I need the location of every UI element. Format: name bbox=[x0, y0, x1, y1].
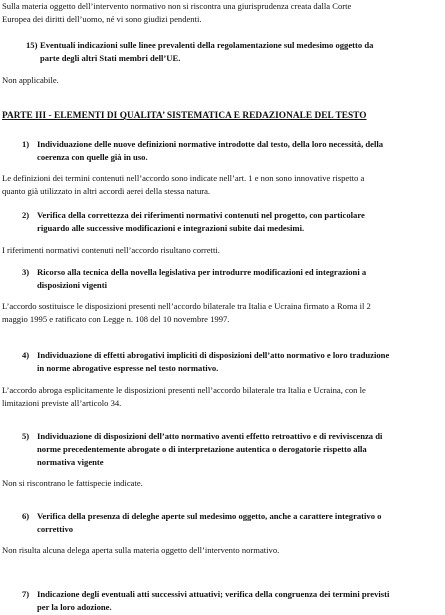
item-1-answer-line-2: quanto già utilizzato in altri accordi aerei della stessa natura. bbox=[2, 186, 211, 196]
item-4-question-line-2: in norme abrogative espresse nel testo normativo. bbox=[37, 363, 219, 373]
q15-question-line-1: Eventuali indicazioni sulle linee prevalenti della regolamentazione sul medesimo oggetto da bbox=[40, 40, 374, 50]
item-6-number: 6) bbox=[22, 511, 30, 521]
item-1-answer-line-1: Le definizioni dei termini contenuti nell’accordo sono indicate nell’art. 1 e non sono innovative rispetto a bbox=[2, 173, 365, 183]
item-1-number: 1) bbox=[22, 139, 30, 149]
item-3-question-line-2: disposizioni vigenti bbox=[37, 280, 107, 290]
item-2-question-line-2: riguardo alle successive modificazioni e integrazioni subite dai medesimi. bbox=[37, 223, 305, 233]
item-3-answer-line-2: maggio 1995 e ratificato con Legge n. 108 del 10 novembre 1997. bbox=[2, 314, 230, 324]
item-1-question-line-2: coerenza con quelle già in uso. bbox=[37, 152, 148, 162]
item-7-question-line-2: per la loro adozione. bbox=[37, 602, 112, 612]
item-2-question-line-1: Verifica della correttezza dei riferimenti normativi contenuti nel progetto, con particolare bbox=[37, 210, 365, 220]
item-4-question-line-1: Individuazione di effetti abrogativi impliciti di disposizioni dell’atto normativo e loro traduzione bbox=[37, 350, 390, 360]
item-5-question-line-3: normativa vigente bbox=[37, 457, 104, 467]
item-7-number: 7) bbox=[22, 589, 30, 599]
q15-answer: Non applicabile. bbox=[2, 75, 59, 85]
item-1-question-line-1: Individuazione delle nuove definizioni normative introdotte dal testo, della loro necessità, della bbox=[37, 139, 384, 149]
item-6-question-line-2: correttivo bbox=[37, 524, 74, 534]
item-2-answer: I riferimenti normativi contenuti nell’accordo risultano corretti. bbox=[2, 245, 220, 255]
item-7-question-line-1: Indicazione degli eventuali atti successivi attuativi; verifica della congruenza dei termini previsti bbox=[37, 589, 390, 599]
item-5-question-line-2: norme precedentemente abrogate o di interpretazione autentica o derogatorie rispetto alla bbox=[37, 444, 367, 454]
item-4-answer-line-2: limitazioni previste all’articolo 34. bbox=[2, 398, 122, 408]
item-2-number: 2) bbox=[22, 210, 30, 220]
q15-question-line-2: parte degli altri Stati membri dell’UE. bbox=[40, 53, 181, 63]
item-3-number: 3) bbox=[22, 267, 30, 277]
item-3-question-line-1: Ricorso alla tecnica della novella legislativa per introdurre modificazioni ed integrazioni a bbox=[37, 267, 367, 277]
item-5-number: 5) bbox=[22, 431, 30, 441]
item-3-answer-line-1: L’accordo sostituisce le disposizioni presenti nell’accordo bilaterale tra Italia e Ucraina firmato a Roma il 2 bbox=[2, 301, 371, 311]
item-4-number: 4) bbox=[22, 350, 30, 360]
item-6-answer: Non risulta alcuna delega aperta sulla materia oggetto dell’intervento normativo. bbox=[2, 545, 280, 555]
intro-line-2: Europea dei diritti dell’uomo, né vi sono giudizi pendenti. bbox=[2, 14, 202, 24]
item-4-answer-line-1: L’accordo abroga esplicitamente le disposizioni presenti nell’accordo bilaterale tra Italia e Ucraina, con le bbox=[2, 385, 366, 395]
part-3-heading-text: PARTE III - ELEMENTI DI QUALITA’ SISTEMATICA E REDAZIONALE DEL TESTO bbox=[2, 111, 367, 121]
part-3-heading bbox=[2, 110, 440, 123]
q15-number: 15) bbox=[26, 40, 38, 50]
intro-line-1: Sulla materia oggetto dell’intervento normativo non si riscontra una giurisprudenza creata dalla Corte bbox=[2, 1, 352, 11]
item-5-answer: Non si riscontrano le fattispecie indicate. bbox=[2, 478, 143, 488]
item-5-question-line-1: Individuazione di disposizioni dell’atto normativo aventi effetto retroattivo e di reviviscenza di bbox=[37, 431, 383, 441]
item-6-question-line-1: Verifica della presenza di deleghe aperte sul medesimo oggetto, anche a carattere integrativo o bbox=[37, 511, 382, 521]
